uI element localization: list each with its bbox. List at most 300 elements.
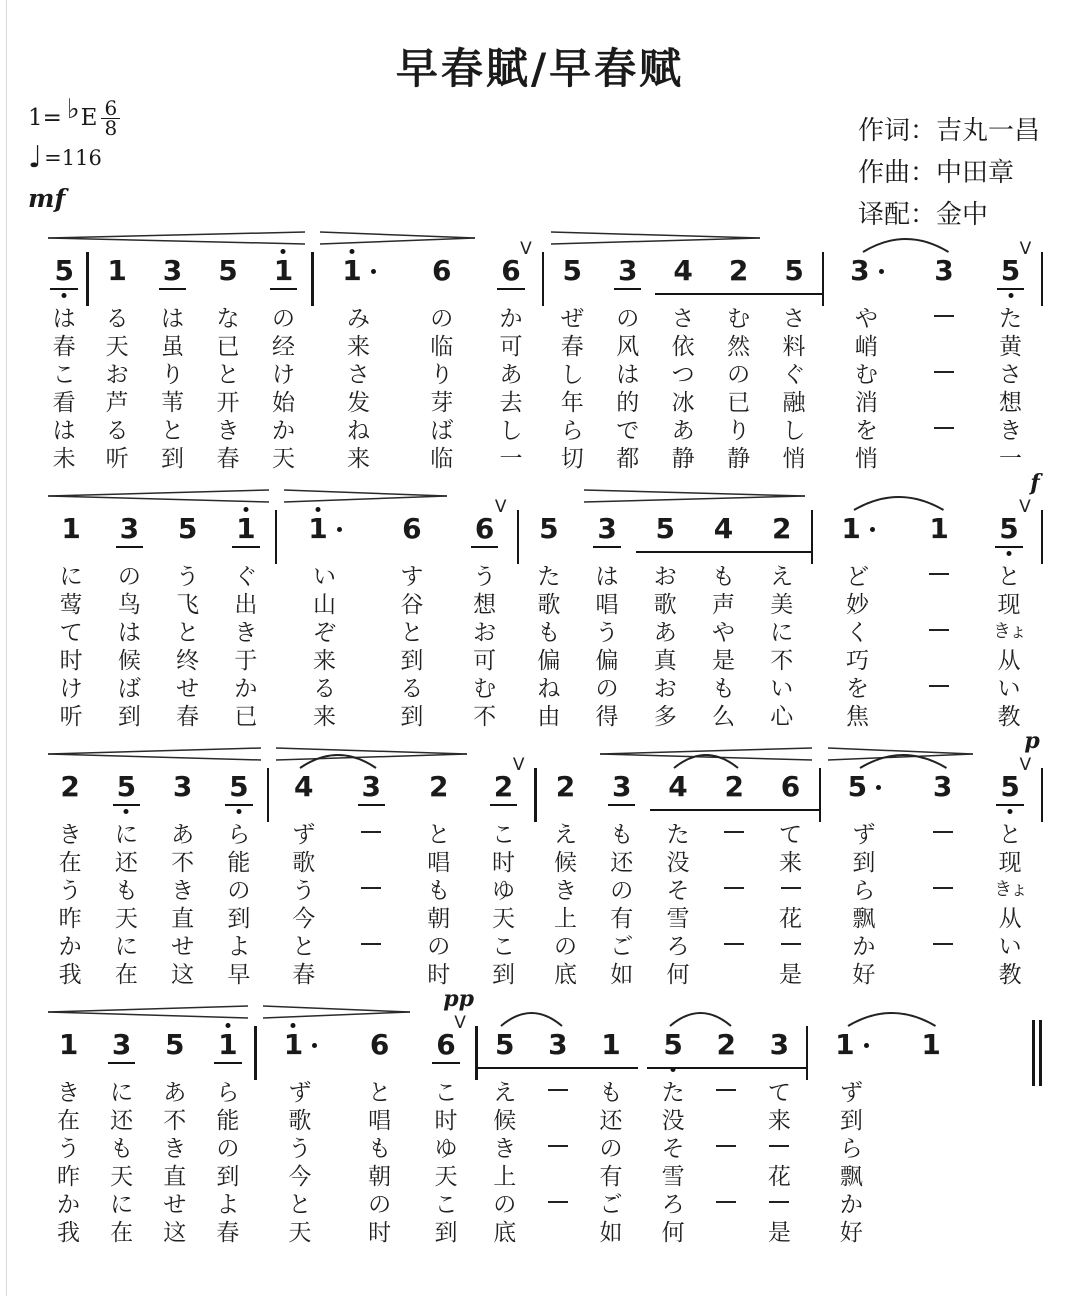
note-cell <box>338 744 406 986</box>
note-digit-row <box>706 769 762 818</box>
lyric-sustain-dash <box>933 943 953 945</box>
lyric-char: 来 <box>779 849 802 876</box>
note-above-area <box>417 986 475 1034</box>
note-cell <box>584 1002 637 1244</box>
lyric-char: 偏 <box>537 647 561 674</box>
lyric-char: 飘 <box>839 1163 863 1190</box>
note-digit-row <box>453 511 517 560</box>
eighth-underline <box>108 1062 135 1064</box>
octave-dot-below <box>1008 293 1013 298</box>
lyric-char: 底 <box>493 1219 517 1246</box>
note-digit: 5 <box>165 1028 185 1062</box>
lyric-char: あ <box>653 619 677 646</box>
lyric-char: で <box>616 417 640 444</box>
lyric-char: 春 <box>560 333 584 360</box>
lyric-char: 美 <box>770 591 794 618</box>
lyric-char: 听 <box>59 703 83 730</box>
lyric-char: の <box>599 1135 623 1162</box>
note-digit: 1 <box>283 1031 304 1059</box>
lyric-char <box>901 616 977 644</box>
lyric-char: 天 <box>114 905 138 932</box>
lyric-char: 到 <box>117 703 141 730</box>
lyric-sustain-dash <box>724 943 744 945</box>
breath-mark-icon: V <box>1019 497 1031 518</box>
lyric-char <box>908 386 980 414</box>
lyric-char <box>894 1104 968 1132</box>
lyric-char: 我 <box>57 1219 81 1246</box>
lyric-char: 还 <box>610 849 634 876</box>
eighth-beam-underline <box>531 1067 584 1069</box>
note-digit-row <box>584 1027 637 1076</box>
lyric-char <box>531 1076 584 1104</box>
lyric-char <box>706 902 762 930</box>
lyric-char: 时 <box>434 1107 458 1134</box>
note-cell <box>42 228 86 470</box>
lyric-char: 到 <box>216 1163 240 1190</box>
lyric-char: と <box>427 821 451 848</box>
lyric-sustain-dash <box>548 1089 568 1091</box>
note-digit-row <box>894 1027 968 1076</box>
lyric-column <box>371 560 453 728</box>
lyric-char <box>700 1076 753 1104</box>
lyric-column <box>211 818 267 986</box>
eighth-underline <box>608 804 635 806</box>
lyric-char: 歌 <box>292 849 316 876</box>
lyric-char: 黄 <box>999 333 1023 360</box>
lyric-char: を <box>846 675 870 702</box>
lyric-char: る <box>105 417 129 444</box>
lyric-char: か <box>852 933 876 960</box>
note-cell <box>594 744 650 986</box>
note-digit-row <box>531 1027 584 1076</box>
slur-arc <box>852 492 946 512</box>
eighth-underline <box>995 546 1022 548</box>
note-digit: 1 <box>273 257 294 285</box>
lyric-column <box>600 302 655 470</box>
lyric-char: 在 <box>58 849 82 876</box>
lyric-char: 莺 <box>59 591 83 618</box>
note-digit-row <box>405 769 473 818</box>
note-cell <box>636 486 694 728</box>
note-digit-row <box>100 511 158 560</box>
note-digit: 3 <box>617 257 638 285</box>
lyric-column <box>906 818 979 986</box>
barline-stroke <box>1041 768 1043 822</box>
breath-mark-icon: V <box>494 497 507 518</box>
lyric-char: た <box>666 821 690 848</box>
lyric-char: 我 <box>58 961 82 988</box>
lyric-char <box>908 442 980 470</box>
lyric-char: の <box>271 305 295 332</box>
lyric-char: 不 <box>473 703 497 730</box>
octave-dot-below <box>236 809 241 814</box>
lyric-char: か <box>57 1191 81 1218</box>
note-digit: 2 <box>728 254 749 288</box>
beam-group <box>636 486 811 728</box>
lyric-char: る <box>400 675 424 702</box>
lyric-char: 临 <box>430 333 454 360</box>
note-digit-row <box>647 1027 700 1076</box>
note-digit: 3 <box>172 770 193 804</box>
note-cell <box>481 228 542 470</box>
note-digit-row <box>906 769 979 818</box>
note-digit-row <box>762 769 818 818</box>
lyric-char: 到 <box>161 445 185 472</box>
crescendo-hairpin-icon <box>48 488 269 504</box>
note-digit-row <box>694 511 752 560</box>
lyric-char: 朝 <box>427 905 451 932</box>
lyric-sustain-dash <box>361 831 381 833</box>
note-above-area <box>520 486 578 511</box>
lyric-char: 经 <box>271 333 295 360</box>
lyric-char: 候 <box>493 1107 517 1134</box>
lyric-char: と <box>400 619 424 646</box>
lyric-char: の <box>727 361 751 388</box>
note-digit: 3 <box>769 1028 790 1062</box>
note-digit-row <box>700 1027 753 1076</box>
eighth-underline <box>159 288 186 290</box>
lyric-char <box>700 1132 753 1160</box>
lyric-char: ね <box>537 675 561 702</box>
lyric-char: ぜ <box>560 305 584 332</box>
dynamic-marking: p <box>1024 728 1040 754</box>
note-digit-row <box>594 769 650 818</box>
lyric-char: 好 <box>852 961 876 988</box>
lyric-char: 直 <box>171 905 195 932</box>
lyric-char <box>706 958 762 986</box>
octave-dot-above <box>281 249 286 254</box>
lyric-column <box>145 302 200 470</box>
lyric-column <box>694 560 752 728</box>
lyric-char: 昨 <box>57 1163 81 1190</box>
note-digit: 4 <box>673 254 693 288</box>
lyric-char: 雪 <box>661 1163 685 1190</box>
lyric-char: 融 <box>782 389 806 416</box>
note-cell <box>809 1002 894 1244</box>
note-digit: 3 <box>548 1028 568 1062</box>
lyric-char: 天 <box>288 1219 312 1246</box>
lyric-char: 在 <box>110 1219 134 1246</box>
lyric-char: お <box>653 563 677 590</box>
note-cell <box>814 486 901 728</box>
note-digit-row <box>42 769 98 818</box>
crescendo-hairpin-icon <box>48 230 305 246</box>
note-digit: 6 <box>780 770 801 804</box>
lyric-column <box>647 1076 700 1244</box>
spacer <box>968 1002 1032 1244</box>
note-digit-row <box>217 511 275 560</box>
eighth-underline <box>50 288 77 290</box>
note-cell <box>647 1002 700 1244</box>
lyric-char: こ <box>52 361 76 388</box>
note-above-area <box>453 486 517 518</box>
lyric-char <box>700 1104 753 1132</box>
augmentation-dot <box>312 1043 317 1048</box>
lyric-char <box>700 1188 753 1216</box>
lyric-char: 始 <box>271 389 295 416</box>
lyric-char: 天 <box>434 1163 458 1190</box>
augmentation-dot <box>864 1043 869 1048</box>
slur-arc <box>861 234 951 254</box>
note-digit: 1 <box>61 512 81 546</box>
credits-block <box>858 110 1040 236</box>
lyric-column <box>155 818 211 986</box>
lyric-column <box>908 302 980 470</box>
lyric-char: 看 <box>52 389 76 416</box>
lyric-column <box>706 818 762 986</box>
octave-dot-above <box>225 1023 230 1028</box>
lyric-char: 于 <box>234 647 258 674</box>
eighth-underline <box>225 804 252 806</box>
lyric-char: や <box>854 305 878 332</box>
lyric-char: え <box>770 563 794 590</box>
lyric-column <box>453 560 517 728</box>
lyric-char: 一 <box>499 445 523 472</box>
crescendo-hairpin-icon <box>48 1004 248 1020</box>
lyric-sustain-dash <box>361 887 381 889</box>
note-digit: 5 <box>177 512 198 546</box>
lyric-char: き <box>171 877 195 904</box>
lyric-sustain-dash <box>361 943 381 945</box>
lyric-char <box>908 414 980 442</box>
lyric-char <box>753 1188 806 1216</box>
diminuendo-hairpin-icon <box>551 230 760 246</box>
lyric-char: 雪 <box>666 905 690 932</box>
lyric-char: と <box>176 619 200 646</box>
notation-system-4 <box>42 986 1044 1246</box>
note-digit-row <box>155 769 211 818</box>
note-digit-row <box>314 253 403 302</box>
lyric-char: 何 <box>666 961 690 988</box>
lyric-sustain-dash <box>716 1089 736 1091</box>
note-above-area <box>766 228 821 253</box>
note-digit: 2 <box>772 512 792 546</box>
lyric-char: も <box>610 821 634 848</box>
lyric-char: 到 <box>400 647 424 674</box>
lyric-char: ば <box>430 417 454 444</box>
lyric-column <box>762 818 818 986</box>
eighth-beam-underline <box>636 551 694 553</box>
lyric-char: に <box>114 933 138 960</box>
lyric-char: や <box>712 619 736 646</box>
lyric-char: 昨 <box>58 905 82 932</box>
lyric-column <box>338 818 406 986</box>
lyric-char <box>706 874 762 902</box>
note-cell <box>825 228 908 470</box>
eighth-underline <box>113 804 140 806</box>
lyric-char: 依 <box>671 333 695 360</box>
note-digit: 1 <box>601 1028 621 1062</box>
lyric-char: 到 <box>839 1107 863 1134</box>
lyric-char: は <box>52 417 76 444</box>
lyric-char: 冰 <box>671 389 695 416</box>
lyric-char: と <box>368 1079 392 1106</box>
lyric-char: せ <box>176 675 200 702</box>
note-digit: 1 <box>841 512 861 546</box>
note-cell <box>257 1002 342 1244</box>
note-digit: 3 <box>611 773 632 801</box>
barline <box>1041 744 1044 986</box>
note-cell <box>908 228 980 470</box>
lyric-char <box>908 302 980 330</box>
lyric-column <box>979 818 1041 986</box>
note-digit-row <box>403 253 481 302</box>
note-cell <box>42 1002 95 1244</box>
lyric-char: 天 <box>110 1163 134 1190</box>
note-digit: 5 <box>228 773 249 801</box>
lyric-char: き <box>163 1135 187 1162</box>
lyric-char: き <box>493 1135 517 1162</box>
note-digit-row <box>148 1027 201 1076</box>
lyric-char: ず <box>839 1079 863 1106</box>
lyric-char: 春 <box>292 961 316 988</box>
tempo-value: =116 <box>44 146 102 170</box>
note-digit-row <box>371 511 453 560</box>
song-title: 早春賦/早春赋 <box>395 44 685 93</box>
lyric-char: の <box>427 933 451 960</box>
lyric-char: 未 <box>52 445 76 472</box>
lyric-char <box>531 1104 584 1132</box>
lyric-char: こ <box>434 1191 458 1218</box>
lyric-char: も <box>712 675 736 702</box>
eighth-beam-underline <box>655 293 710 295</box>
lyric-char: に <box>110 1079 134 1106</box>
lyric-char: 到 <box>227 905 251 932</box>
slur-arc <box>298 750 378 770</box>
lyric-char: 想 <box>999 389 1023 416</box>
lyric-char: る <box>313 675 337 702</box>
lyric-char <box>706 930 762 958</box>
note-digit: 1 <box>307 515 328 543</box>
diminuendo-hairpin-icon <box>584 488 805 504</box>
system-row <box>42 986 1044 1246</box>
lyric-column <box>711 302 766 470</box>
note-cell <box>762 744 818 986</box>
note-digit: 1 <box>341 257 362 285</box>
octave-dot-below <box>62 293 67 298</box>
note-above-area <box>473 744 535 776</box>
lyric-char <box>894 1160 968 1188</box>
note-digit: 3 <box>119 515 140 543</box>
lyric-column <box>537 818 593 986</box>
lyric-char: う <box>473 563 497 590</box>
lyric-char: は <box>161 305 185 332</box>
lyric-char: う <box>57 1135 81 1162</box>
lyric-char: 有 <box>610 905 634 932</box>
lyric-char: 上 <box>493 1163 517 1190</box>
diminuendo-hairpin-icon <box>263 1004 410 1020</box>
note-digit: 5 <box>218 254 238 288</box>
lyric-char: ら <box>227 821 251 848</box>
lyric-char: と <box>288 1191 312 1218</box>
lyric-column <box>578 560 636 728</box>
note-cell <box>42 486 100 728</box>
lyric-column <box>520 560 578 728</box>
note-digit-row <box>520 511 578 560</box>
note-cell <box>766 228 821 470</box>
lyric-char: こ <box>491 933 515 960</box>
note-cell <box>980 228 1041 470</box>
lyric-char <box>901 672 977 700</box>
note-cell <box>89 228 144 470</box>
lyric-char: 开 <box>216 389 240 416</box>
lyric-column <box>655 302 710 470</box>
note-digit-row <box>980 253 1041 302</box>
lyric-char: も <box>114 877 138 904</box>
final-barline-stroke <box>1032 1020 1035 1086</box>
eighth-underline <box>490 804 517 806</box>
note-cell <box>711 228 766 470</box>
note-cell <box>145 228 200 470</box>
lyric-char: 在 <box>57 1107 81 1134</box>
lyric-char: 早 <box>227 961 251 988</box>
note-cell <box>545 228 600 470</box>
lyric-char <box>753 1132 806 1160</box>
note-cell <box>342 1002 416 1244</box>
lyric-char: も <box>368 1135 392 1162</box>
lyric-column <box>822 818 906 986</box>
lyric-char: 还 <box>114 849 138 876</box>
note-above-area <box>584 1002 637 1027</box>
lyric-char: の <box>216 1135 240 1162</box>
lyric-char <box>906 846 979 874</box>
note-digit: 5 <box>847 770 868 804</box>
note-cell <box>155 744 211 986</box>
lyric-char <box>338 818 406 846</box>
lyric-char: 能 <box>216 1107 240 1134</box>
notation-system-3 <box>42 728 1044 988</box>
lyric-char: い <box>998 933 1022 960</box>
lyric-column <box>894 1076 968 1244</box>
octave-dot-above <box>316 507 321 512</box>
lyric-column <box>594 818 650 986</box>
lyric-char <box>908 330 980 358</box>
note-digit-row <box>478 1027 531 1076</box>
note-digit: 5 <box>1000 257 1021 285</box>
lyric-column <box>158 560 216 728</box>
key-signature <box>28 93 120 140</box>
lyric-char: は <box>616 361 640 388</box>
note-cell <box>278 486 371 728</box>
note-cell <box>894 1002 968 1244</box>
lyric-sustain-dash <box>716 1145 736 1147</box>
note-digit: 1 <box>107 254 127 288</box>
lyric-char: の <box>610 877 634 904</box>
eighth-beam-underline <box>694 551 752 553</box>
lyric-column <box>217 560 275 728</box>
lyric-sustain-dash <box>929 685 949 687</box>
lyric-char: 是 <box>779 961 802 988</box>
lyric-char <box>901 560 977 588</box>
lyric-char: え <box>554 821 577 848</box>
lyric-char: ご <box>610 933 634 960</box>
note-cell <box>453 486 517 728</box>
note-digit: 5 <box>655 512 676 546</box>
time-signature <box>101 95 120 140</box>
note-digit: 1 <box>217 1031 238 1059</box>
eighth-beam-underline <box>647 1067 700 1069</box>
note-cell <box>371 486 453 728</box>
lyric-char: か <box>499 305 523 332</box>
lyric-char: な <box>216 305 240 332</box>
lyric-column <box>100 560 158 728</box>
lyric-column <box>545 302 600 470</box>
lyric-char: お <box>473 619 497 646</box>
lyric-char: た <box>661 1079 685 1106</box>
note-digit: 2 <box>555 770 576 804</box>
eighth-beam-underline <box>706 809 762 811</box>
lyric-sustain-dash <box>548 1201 568 1203</box>
